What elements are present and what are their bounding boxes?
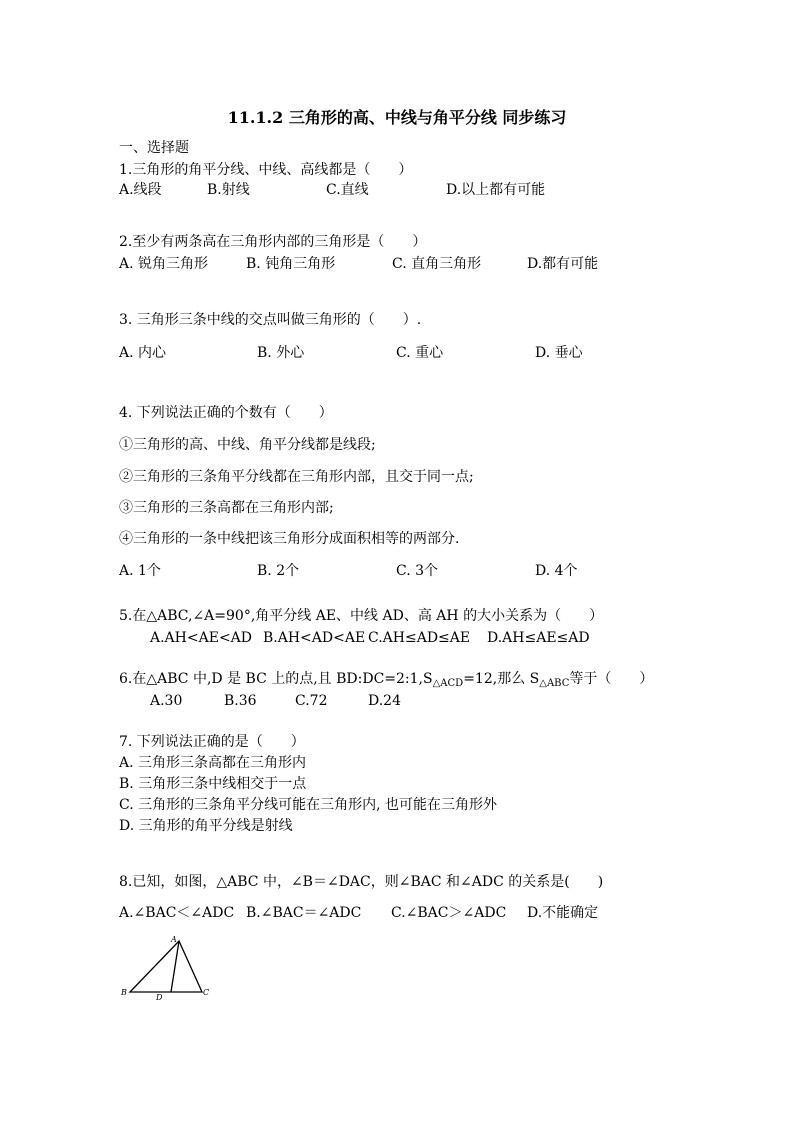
question-1-option-a: A.线段 — [119, 182, 162, 198]
triangle-figure — [115, 932, 225, 1007]
question-8-option-a: A.∠BAC＜∠ADC — [119, 905, 235, 921]
question-1-stem: 1.三角形的角平分线、中线、高线都是（ ） — [119, 162, 413, 178]
question-5-option-b: B.AH<AD<AE — [263, 630, 366, 646]
question-1-option-b: B.射线 — [207, 182, 250, 198]
question-7-stem: 7. 下列说法正确的是（ ） — [119, 734, 305, 750]
question-4-option-d: D. 4个 — [535, 563, 578, 579]
question-6-option-c: C.72 — [295, 693, 328, 709]
question-2-option-a: A. 锐角三角形 — [119, 256, 209, 272]
question-2-option-b: B. 钝角三角形 — [246, 256, 336, 272]
question-5-option-c: C.AH≤AD≤AE — [368, 630, 471, 646]
question-8-option-c: C.∠BAC＞∠ADC — [391, 905, 507, 921]
question-6-option-b: B.36 — [224, 693, 257, 709]
triangle-abc — [130, 941, 202, 992]
label-vertex-c: C — [203, 988, 210, 997]
question-3-option-a: A. 内心 — [119, 345, 167, 361]
page-title: 11.1.2 三角形的高、中线与角平分线 同步练习 — [227, 108, 567, 127]
question-6-subscript-abc: △ABC — [539, 678, 570, 689]
question-5-option-d: D.AH≤AE≤AD — [487, 630, 590, 646]
question-6-stem-part-3: 等于（ ） — [569, 671, 654, 687]
label-vertex-a: A — [171, 935, 177, 944]
question-4-statement-2: ②三角形的三条角平分线都在三角形内部，且交于同一点; — [119, 469, 474, 485]
question-4-stem: 4. 下列说法正确的个数有（ ） — [119, 405, 333, 421]
question-6-option-a: A.30 — [150, 693, 183, 709]
question-6-option-d: D.24 — [368, 693, 401, 709]
question-2-stem: 2.至少有两条高在三角形内部的三角形是（ ） — [119, 234, 427, 250]
question-4-option-c: C. 3个 — [396, 563, 439, 579]
question-4-statement-1: ①三角形的高、中线、角平分线都是线段; — [119, 437, 376, 453]
question-1-option-d: D.以上都有可能 — [446, 182, 546, 198]
question-2-option-c: C. 直角三角形 — [392, 256, 482, 272]
question-3-option-b: B. 外心 — [257, 345, 305, 361]
question-5-option-a: A.AH<AE<AD — [150, 630, 253, 646]
section-heading: 一、选择题 — [119, 140, 189, 156]
question-8-option-d: D.不能确定 — [527, 905, 599, 921]
label-point-d: D — [156, 993, 163, 1002]
question-8-option-b: B.∠BAC＝∠ADC — [246, 905, 362, 921]
question-7-option-d: D. 三角形的角平分线是射线 — [119, 818, 293, 834]
question-7-option-a: A. 三角形三条高都在三角形内 — [119, 755, 307, 771]
question-6-stem — [119, 670, 653, 693]
question-6-stem-part-2: =12,那么 S — [463, 671, 540, 687]
question-5-stem: 5.在△ABC,∠A=90°,角平分线 AE、中线 AD、高 AH 的大小关系为（ ） — [119, 608, 604, 624]
question-8-stem: 8.已知，如图，△ABC 中，∠B＝∠DAC，则∠BAC 和∠ADC 的关系是( ) — [119, 874, 604, 890]
question-4-option-b: B. 2个 — [257, 563, 300, 579]
question-7-option-c: C. 三角形的三条角平分线可能在三角形内, 也可能在三角形外 — [119, 797, 498, 813]
label-vertex-b: B — [121, 988, 127, 997]
question-3-option-d: D. 垂心 — [535, 345, 583, 361]
question-4-statement-3: ③三角形的三条高都在三角形内部; — [119, 500, 334, 516]
question-3-stem: 3. 三角形三条中线的交点叫做三角形的（ ）. — [119, 312, 422, 328]
question-4-option-a: A. 1个 — [119, 563, 161, 579]
question-3-option-c: C. 重心 — [396, 345, 444, 361]
question-7-option-b: B. 三角形三条中线相交于一点 — [119, 776, 307, 792]
question-6-subscript-acd: △ACD — [432, 678, 464, 689]
question-2-option-d: D.都有可能 — [527, 256, 599, 272]
question-4-statement-4: ④三角形的一条中线把该三角形分成面积相等的两部分. — [119, 531, 460, 547]
question-6-stem-part-1: 6.在△ABC 中,D 是 BC 上的点,且 BD:DC=2:1,S — [119, 671, 433, 687]
question-1-option-c: C.直线 — [326, 182, 369, 198]
